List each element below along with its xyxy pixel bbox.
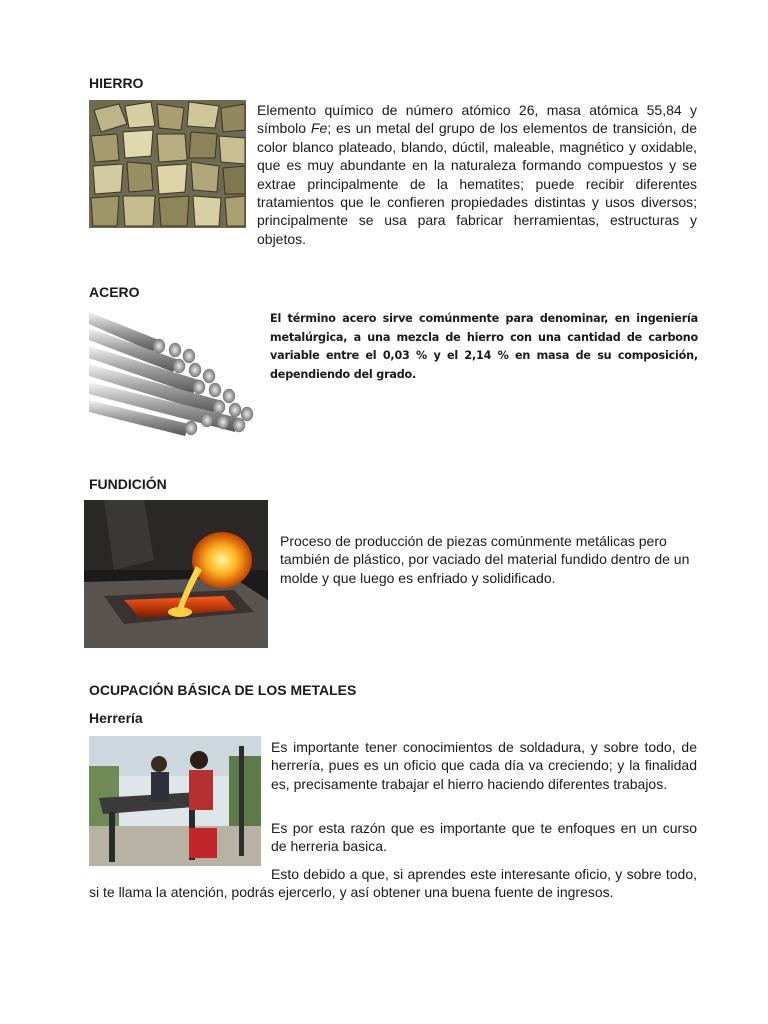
acero-text: El término acero sirve comúnmente para denominar, en ingeniería metalúrgica, a una mezcla de hierro con una cantidad de carbono variable entre el 0,03 % y el 2,14 % en masa de su composición, dependiendo del grado. (270, 312, 698, 381)
herreria-subheading: Herrería (89, 710, 143, 726)
herreria-paragraph-3: Esto debido a que, si aprendes este interesante oficio, y sobre todo, si te llama la atención, podrás ejercerlo, y así obtener una buena fuente de ingresos. (89, 866, 697, 901)
ocupacion-heading: OCUPACIÓN BÁSICA DE LOS METALES (89, 682, 357, 698)
acero-heading: ACERO (89, 284, 140, 300)
herreria-paragraph-2: Es por esta razón que es importante que te enfoques en un curso de herreria basica. (271, 820, 697, 855)
pyrite-image (89, 100, 246, 228)
blacksmith-image (89, 736, 261, 866)
fundicion-heading: FUNDICIÓN (89, 476, 167, 492)
herreria-paragraph-1: Es importante tener conocimientos de soldadura, y sobre todo, de herrería, pues es un oficio que cada día va creciendo; y la finalidad es, precisamente trabajar el hierro haciendo diferentes trabajos. (271, 739, 697, 792)
fundicion-text: Proceso de producción de piezas comúnmente metálicas pero también de plástico, por vaciado del material fundido dentro de un molde y que luego es enfriado y solidificado. (280, 533, 690, 586)
hierro-heading: HIERRO (89, 75, 144, 91)
hierro-text: Elemento químico de número atómico 26, masa atómica 55,84 y símbolo Fe; es un metal del grupo de los elementos de transición, de color blanco plateado, blando, dúctil, maleable, magnético y oxidable, que es muy abundante en la naturaleza formando compuestos y se extrae principalmente de la hematites; puede recibir diferentes tratamientos que le confieren propiedades distintas y usos diversos; principalmente se usa para fabricar herramientas, estructuras y objetos. (257, 102, 697, 247)
steel-bars-image (89, 308, 257, 438)
casting-image (84, 500, 268, 648)
